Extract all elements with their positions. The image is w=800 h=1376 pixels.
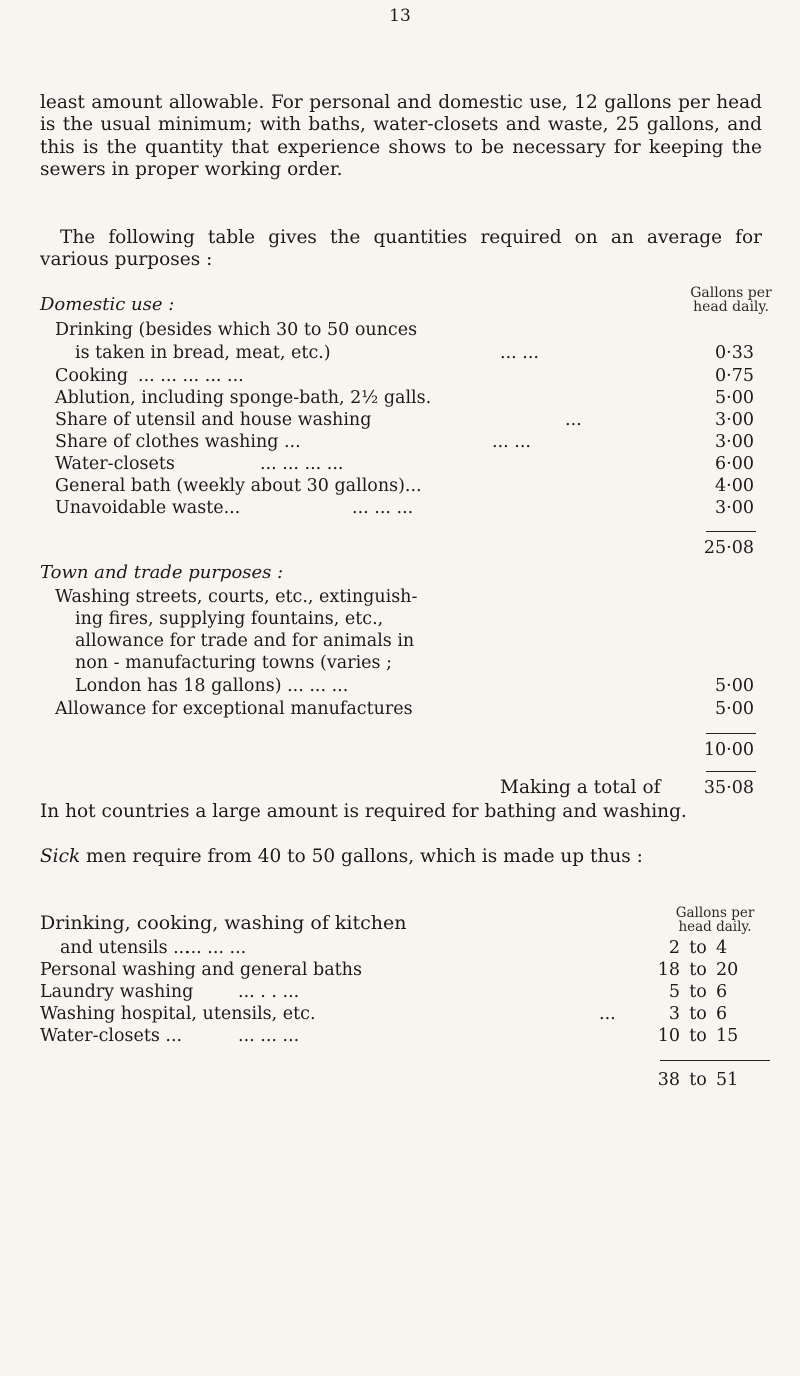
town-item-value: 5·00 [715,676,754,696]
domestic-item-value: 3·00 [715,498,754,518]
total-label: Making a total of [500,777,661,798]
sick-item-range: 10 to 15 [657,1026,739,1046]
sick-word: Sick [40,846,81,867]
domestic-item-value: 4·00 [715,476,754,496]
total-value: 35·08 [703,778,754,798]
unit-header: Gallons per head daily. [690,285,772,315]
domestic-item-label: Drinking (besides which 30 to 50 ounces [55,320,418,340]
domestic-item-label: Cooking [55,366,129,386]
total-rule [706,771,756,772]
leader-dots: ... ... ... [185,938,247,958]
domestic-item-value: 0·75 [715,366,754,386]
town-item-value: 5·00 [715,699,754,719]
town-item-line: Washing streets, courts, etc., extinguish- [55,587,418,607]
town-item-line: ing fires, supplying fountains, etc., [75,609,384,629]
total-rule-2 [660,1060,770,1061]
sick-item-range: 2 to 4 [668,938,728,958]
domestic-subtotal: 25·08 [703,538,754,558]
subtotal-rule [706,733,756,734]
sick-item-label-cont: and utensils ... [60,938,190,958]
leader-dots: ... ... [492,432,531,452]
sick-total-range: 38 to 51 [657,1070,739,1090]
domestic-item-label: Share of utensil and house washing [55,410,372,430]
sick-item-label: Personal washing and general baths [40,960,362,980]
leader-dots: ... ... ... ... ... [138,366,244,386]
town-item-line: London has 18 gallons) ... ... ... [75,676,349,696]
leader-dots: ... [599,1004,616,1024]
domestic-item-value: 0·33 [715,343,754,363]
page-number: 13 [389,6,411,26]
sick-item-label: Laundry washing [40,982,194,1002]
domestic-item-label: Water-closets [55,454,175,474]
sick-item-range: 5 to 6 [668,982,728,1002]
domestic-item-label: Share of clothes washing ... [55,432,301,452]
leader-dots: ... ... ... [352,498,414,518]
subtotal-rule [706,531,756,532]
intro-paragraph: least amount allowable. For personal and domestic use, 12 gallons per head is the usual minimum; with baths, water-closets and waste, 25 gallons, and this is the quantity that experience shows to be necessary for keeping the sewers in proper working order. [40,92,762,181]
domestic-heading: Domestic use : [40,294,175,315]
hot-countries-paragraph: In hot countries a large amount is required for bathing and washing. [40,801,687,822]
domestic-item-label-cont: is taken in bread, meat, etc.) [75,343,331,363]
sick-men-text: men require from 40 to 50 gallons, which is made up thus : [80,846,643,867]
unit-header-2: Gallons per head daily. [675,905,755,935]
leader-dots: ... ... [500,343,539,363]
sick-item-range: 3 to 6 [668,1004,728,1024]
sick-item-range: 18 to 20 [657,960,739,980]
sick-item-label: Washing hospital, utensils, etc. [40,1004,316,1024]
town-heading: Town and trade purposes : [40,562,284,583]
domestic-item-value: 3·00 [715,410,754,430]
leader-dots: ... . . ... [238,982,300,1002]
sick-men-paragraph [40,846,762,868]
domestic-item-label: Unavoidable waste... [55,498,241,518]
leader-dots: ... [565,410,582,430]
domestic-item-label: Ablution, including sponge-bath, 2½ galls. [55,388,432,408]
domestic-item-value: 5·00 [715,388,754,408]
town-item-line: allowance for trade and for animals in [75,631,415,651]
domestic-item-label: General bath (weekly about 30 gallons)... [55,476,422,496]
domestic-item-value: 6·00 [715,454,754,474]
sick-item-label: Water-closets ... [40,1026,183,1046]
intro-paragraph-2: The following table gives the quantities required on an average for various purposes : [40,227,762,271]
leader-dots: ... ... ... [238,1026,300,1046]
town-item-line: non - manufacturing towns (varies ; [75,653,392,673]
town-subtotal: 10·00 [703,740,754,760]
town-item-label: Allowance for exceptional manufactures [55,699,413,719]
leader-dots: ... ... ... ... [260,454,344,474]
domestic-item-value: 3·00 [715,432,754,452]
sick-item-label: Drinking, cooking, washing of kitchen [40,912,407,934]
